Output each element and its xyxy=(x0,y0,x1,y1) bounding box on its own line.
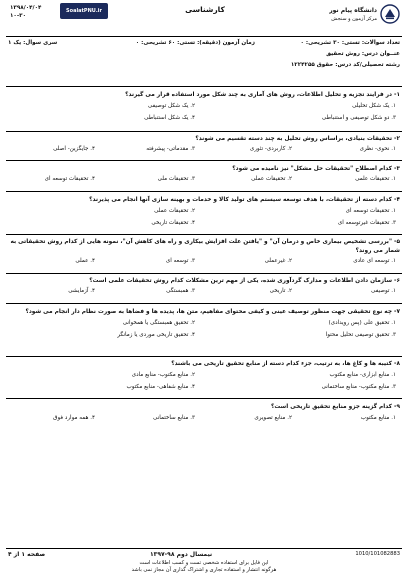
option-2[interactable]: ۲. کاربردی- تئوری xyxy=(249,146,292,152)
question-1 xyxy=(8,91,400,124)
option-1[interactable]: ۱. یک شکل تحلیلی xyxy=(352,103,396,109)
university-subtitle: مرکز آزمون و سنجش xyxy=(331,16,377,22)
question-8 xyxy=(8,360,400,393)
degree-title: کارشناسی xyxy=(185,5,225,14)
option-3[interactable]: ۳. تحقیقات ملی xyxy=(157,176,195,182)
option-4[interactable]: ۴. یک شکل استنباطی xyxy=(144,115,195,121)
option-4[interactable]: ۴. تحقیق تاریخی موردی یا زمانگر xyxy=(117,332,195,338)
exam-code-top: ۱۰-۳۰ xyxy=(10,13,26,19)
option-3[interactable]: ۳. همبستگی xyxy=(166,288,195,294)
question-options xyxy=(8,369,400,393)
university-logo-icon xyxy=(380,4,400,24)
option-4[interactable]: ۴. منابع شفاهی- منابع مکتوب xyxy=(126,384,195,390)
option-3[interactable]: ۳. منابع ساختمانی xyxy=(153,415,195,421)
question-stem: ۱- در فرایند تجزیه و تحلیل اطلاعات، روش های آماری به چند شکل مورد استفاده قرار می گیرند؟ xyxy=(125,92,400,98)
option-3[interactable]: ۳. تحقیقات غیرتوسعه ای xyxy=(337,220,396,226)
question-stem: ۴- کدام دسته از تحقیقات، با هدف توسعه سیستم های تولید کالا و خدمات و بهینه سازی آنها انجام می پذیرند؟ xyxy=(89,197,400,203)
question-divider xyxy=(6,398,402,399)
document-code: 1010/101082883 xyxy=(355,551,400,557)
option-3[interactable]: ۳. مقدماتی- پیشرفته xyxy=(146,146,195,152)
question-divider xyxy=(6,160,402,161)
option-1[interactable]: ۱. تحقیقات علمی xyxy=(355,176,396,182)
option-4[interactable]: ۴. آزمایشی xyxy=(68,288,95,294)
exam-date-block xyxy=(10,4,58,20)
university-name: دانشگاه پیام نور xyxy=(329,7,377,14)
question-series: سری سوال: یک ۱ xyxy=(8,40,58,46)
question-divider xyxy=(6,356,402,357)
question-divider xyxy=(6,273,402,274)
question-options xyxy=(8,100,400,124)
question-divider xyxy=(6,234,402,235)
question-6 xyxy=(8,277,400,296)
option-1[interactable]: ۱. نحوی- نظری xyxy=(359,146,396,152)
option-4[interactable]: ۴. عملی xyxy=(75,258,95,264)
term-label: نیمسال دوم ۹۸-۱۳۹۷ xyxy=(150,551,213,558)
question-options xyxy=(8,174,400,184)
option-2[interactable]: ۲. منابع مکتوب- منابع مادی xyxy=(131,372,195,378)
question-divider xyxy=(6,131,402,132)
header-divider xyxy=(6,36,402,37)
question-4 xyxy=(8,196,400,229)
question-5 xyxy=(8,238,400,266)
question-9 xyxy=(8,403,400,422)
exam-time: زمان آزمون (دقیقه): تستی: ۶۰ تشریحی: ۰ xyxy=(135,40,255,46)
question-options xyxy=(8,256,400,266)
option-1[interactable]: ۱. توصیفی xyxy=(371,288,396,294)
option-2[interactable]: ۲. تحقیق همبستگی یا همخوانی xyxy=(122,320,195,326)
question-stem: ۲- تحقیقات بنیادی، براساس روش تحلیل به چند دسته تقسیم می شوند؟ xyxy=(195,136,400,142)
option-2[interactable]: ۲. منابع تصویری xyxy=(254,415,292,421)
option-2[interactable]: ۲. غیرعملی xyxy=(264,258,292,264)
option-3[interactable]: ۳. دو شکل توصیفی و استنباطی xyxy=(321,115,396,121)
question-stem: ۹- کدام گزینه جزو منابع تحقیق تاریخی است؟ xyxy=(271,404,400,410)
site-badge[interactable]: SoalatPNU.ir xyxy=(60,3,108,19)
option-1[interactable]: ۱. منابع مکتوب xyxy=(360,415,396,421)
question-options xyxy=(8,144,400,154)
footer-note-1: این فایل برای استفاده شخصی تست و کسب اطلاعات است xyxy=(139,560,269,566)
question-stem: ۸- کتیبه ها و کاغ ها، به ترتیب، جزء کدام دسته از منابع تحقیق تاریخی می باشند؟ xyxy=(171,361,400,367)
option-2[interactable]: ۲. تاریخی xyxy=(269,288,292,294)
question-divider xyxy=(6,191,402,192)
option-3[interactable]: ۳. تحقیق توصیفی تحلیل محتوا xyxy=(325,332,396,338)
page-number: صفحه ۱ از ۴ xyxy=(8,551,46,558)
option-4[interactable]: ۴. تحقیقات توسعه ای xyxy=(44,176,95,182)
option-1[interactable]: ۱. تحقیقات توسعه ای xyxy=(345,208,396,214)
question-stem: ۶- سازمان دادن اطلاعات و مدارک گردآوری شده، یکی از مهم ترین مشکلات کدام روش تحقیقات علمی است؟ xyxy=(89,278,400,284)
option-1[interactable]: ۱. تحقیق علی (پس رویدادی) xyxy=(328,320,396,326)
question-2 xyxy=(8,135,400,154)
field-code: رشته تحصیلی/کد درس: حقوق ۱۲۲۴۲۵۵ xyxy=(290,62,400,68)
option-4[interactable]: ۴. تحقیقات تاریخی xyxy=(151,220,195,226)
question-options xyxy=(8,317,400,341)
question-stem: ۳- کدام اصطلاح "تحقیقات حل مشکل" نیز نامیده می شود؟ xyxy=(232,166,400,172)
option-3[interactable]: ۳. منابع مکتوب- منابع ساختمانی xyxy=(321,384,396,390)
question-options xyxy=(8,412,400,422)
question-options xyxy=(8,286,400,296)
option-1[interactable]: ۱. منابع ابزاری- منابع مکتوب xyxy=(329,372,396,378)
footer-divider xyxy=(6,548,402,549)
question-stem: ۷- چه نوع تحقیقی جهت منظور توصیف عینی و کیفی محتوای مفاهیم، متن ها، پدیده ها و فضاها به صورت نظام دار انجام می شود؟ xyxy=(25,309,400,315)
footer-note-2: هرگونه انتشار و استفاده تجاری و اشتراک گذاری آن مجاز نمی باشد xyxy=(131,567,277,573)
question-count: تعداد سوالات: تستی: ۳۰ تشریحی: ۰ xyxy=(300,40,400,46)
option-2[interactable]: ۲. تحقیقات عملی xyxy=(251,176,292,182)
option-2[interactable]: ۲. تحقیقات عملی xyxy=(154,208,195,214)
option-4[interactable]: ۴. همه موارد فوق xyxy=(53,415,95,421)
question-divider xyxy=(6,303,402,304)
option-4[interactable]: ۴. جایگزین- اصلی xyxy=(53,146,95,152)
course-title: عنــوان درس: روش تحقیق xyxy=(326,51,400,57)
option-3[interactable]: ۳. توسعه ای xyxy=(165,258,195,264)
question-3 xyxy=(8,165,400,184)
info-divider xyxy=(6,86,402,87)
university-header xyxy=(290,4,400,26)
option-1[interactable]: ۱. توسعه ای عادی xyxy=(353,258,396,264)
question-options xyxy=(8,205,400,229)
exam-date: ۱۳۹۸/۰۴/۰۴ xyxy=(10,5,42,11)
option-2[interactable]: ۲. یک شکل توصیفی xyxy=(147,103,195,109)
question-stem: ۵- "بررسی تشخیص بیماری خاص و درمان آن" و "یافتن علت افزایش بیکاری و راه های کاهش آن"، نمونه هایی از کدام روش تحقیقاتی به شمار می روند؟ xyxy=(10,239,400,254)
question-7 xyxy=(8,308,400,341)
